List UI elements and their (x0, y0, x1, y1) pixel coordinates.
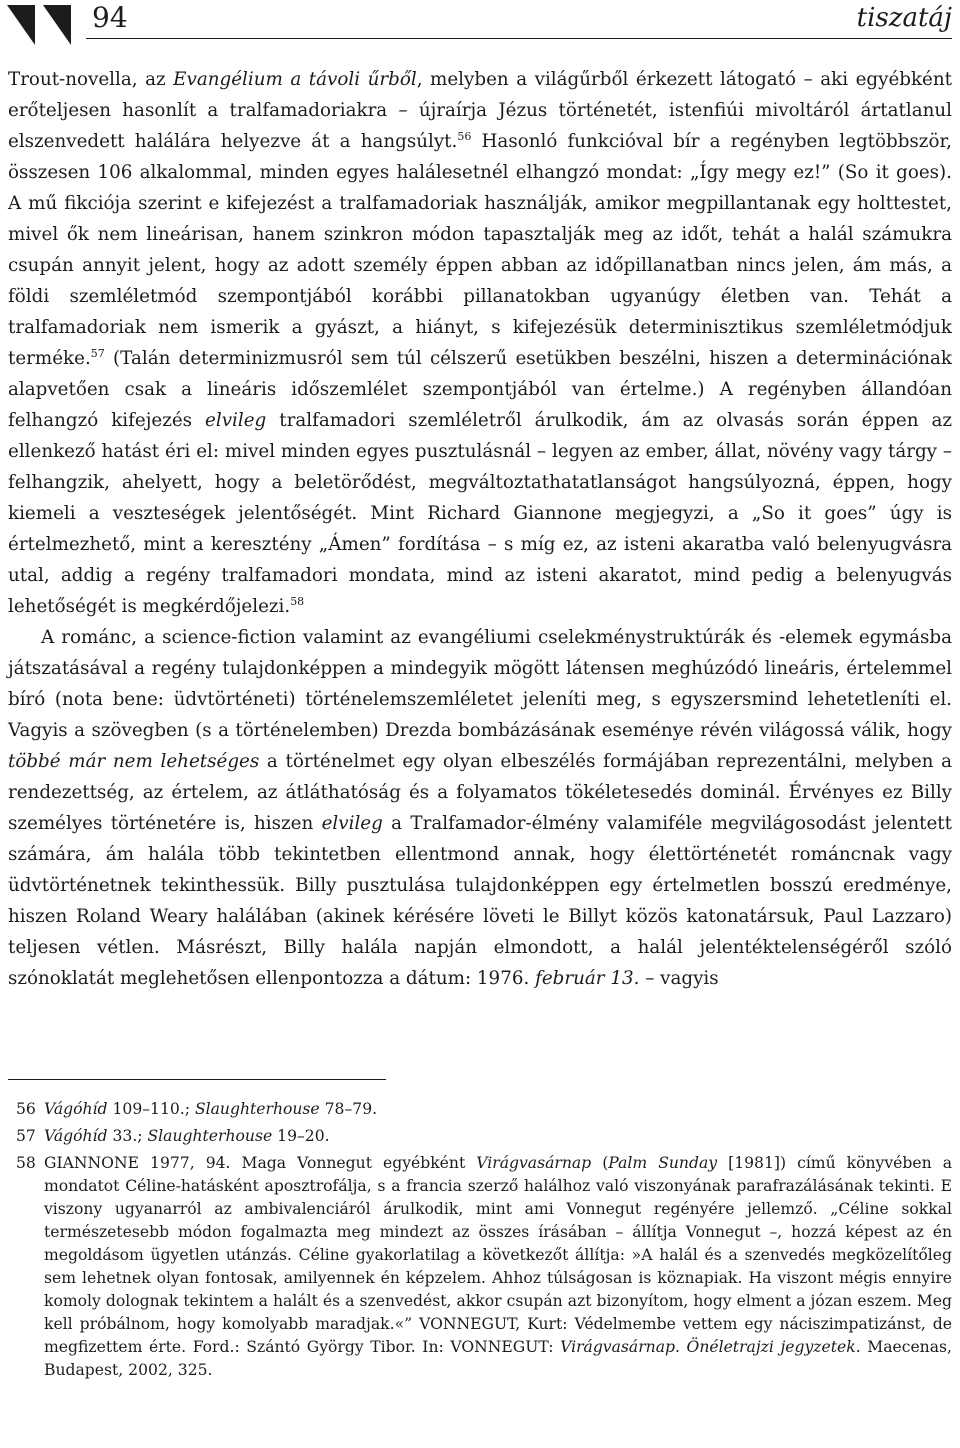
italic-text: Virágvasárnap (476, 1154, 592, 1172)
text-run: tralfamadori szemléletről árulkodik, ám az olvasás során éppen az ellenkező hatást éri el: mivel minden egyes pusztulásnál – legyen az ember, állat, növény vagy tárgy – felhangzik, ahelyett, hogy a beletörődést, megváltoztathatatlanságot hangsúlyozná, éppen, hogy kiemeli a veszteségek jelentőségét. Mint Richard Giannone megjegyzi, a „So it goes” úgy is értelmezhető, mint a keresztény „Ámen” fordítása – s míg ez, az isteni akaratba való belenyugvásra utal, addig a regény tralfamadori mondata, mind az isteni akaratot, mind pedig a belenyugvás lehetőségét is megkérdőjelezi. (8, 410, 953, 617)
page-header (0, 0, 960, 52)
text-run: 78–79. (319, 1100, 378, 1118)
italic-text: február 13. (535, 968, 640, 989)
running-head: tiszatáj (856, 3, 952, 33)
footnote (8, 1152, 952, 1382)
text-run: , melyben a világűrből érkezett látogató – aki egyébként erőteljesen hasonlít a tralfamadoriakra – újraírja Jézus történetét, istenfiúi mivoltáról ártatlanul elszenvedett halálára helyezve át a hangsúlyt. (8, 69, 952, 152)
italic-text: Virágvasárnap. Önéletrajzi jegyzetek (560, 1338, 856, 1356)
paragraph (8, 622, 952, 994)
footnote-separator (8, 1079, 386, 1080)
text-run: 109–110.; (107, 1100, 195, 1118)
footnote-number: 57 (16, 1127, 36, 1145)
italic-text: elvileg (321, 813, 383, 834)
text-run: . Maecenas, Budapest, 2002, 325. (44, 1338, 952, 1379)
text-run: a Tralfamador-élmény valamiféle megvilágosodást jelentett számára, ám halála több tekintetben ellentmond annak, hogy élettörténetét románcnak vagy üdvtörténetnek tekinthessük. Billy pusztulása tulajdonképpen egy értelmetlen bosszú eredménye, hiszen Roland Weary halálában (akinek kérésére löveti le Billyt közös katonatársuk, Paul Lazzaro) teljesen vétlen. Másrészt, Billy halála napján elmondott, a halál jelentéktelenségéről szóló szónoklatát meglehetősen ellenpontozza a dátum: 1976. (8, 813, 952, 989)
footnote (8, 1098, 952, 1121)
page-number: 94 (92, 1, 128, 34)
footnotes (8, 1098, 952, 1382)
italic-text: Evangélium a távoli űrből (173, 69, 417, 90)
text-run: (Talán determinizmusról sem túl célszerű esetükben beszélni, hiszen a determinációnak alapvetően csak a lineáris időszemlélet szempontjából van értelme.) A regényben állandóan felhangzó kifejezés (8, 348, 952, 431)
footnote-reference: 57 (90, 347, 105, 360)
header-rule (86, 38, 952, 39)
text-run: A románc, a science-fiction valamint az evangéliumi cselekménystruktúrák és -elemek egymásba játszatásával a regény tulajdonképpen a mindegyik mögött látensen meghúzódó lineáris, értelemmel bíró (nota bene: üdvtörténeti) történelemszemléletet jeleníti meg, s egyszersmind lehetetleníti el. Vagyis a szövegben (s a történelemben) Drezda bombázásának eseménye révén világossá válik, hogy (8, 627, 952, 741)
text-run: 33.; (107, 1127, 148, 1145)
italic-text: Palm Sunday (608, 1154, 718, 1172)
italic-text: többé már nem lehetséges (8, 751, 260, 772)
footnote-number: 58 (16, 1154, 36, 1172)
footnote-text (44, 1127, 330, 1145)
italic-text: Vágóhíd (44, 1100, 108, 1118)
text-run: Hasonló funkcióval bír a regényben legtöbbször, összesen 106 alkalommal, minden egyes halálesetnél elhangzó mondat: „Így megy ez!” (So it goes). A mű fikciója szerint e kifejezést a tralfamadoriak használják, amikor megpillantanak egy holttestet, mivel ők nem lineárisan, hanem szinkron módon tapasztalják meg az időt, tehát a halál számukra csupán annyit jelent, hogy az adott személy éppen abban az időpillanatban nincs jelen, ám más, a földi szemléletmód szempontjából korábbi pillanatokban ugyanúgy életben van. Tehát a tralfamadoriak nem ismerik a gyászt, a hiányt, s kifejezésük determinisztikus szemléletmódjuk terméke. (8, 131, 952, 369)
italic-text: Slaughterhouse (147, 1127, 273, 1145)
footnote-reference: 58 (290, 595, 305, 608)
italic-text: elvileg (205, 410, 267, 431)
text-run: 19–20. (272, 1127, 330, 1145)
footnote (8, 1125, 952, 1148)
text-run: – vagyis (639, 968, 719, 989)
text-run: ( (591, 1154, 609, 1172)
footnote-reference: 56 (457, 130, 472, 143)
body-text (8, 64, 952, 994)
footnote-number: 56 (16, 1100, 36, 1118)
footnote-text (44, 1100, 377, 1118)
text-run: a történelmet egy olyan elbeszélés formájában reprezentálni, melyben a rendezettség, az értelem, az átláthatóság és a folyamatos tökéletesedés dominál. Érvényes ez Billy személyes történetére is, hiszen (8, 751, 952, 834)
paragraph (8, 64, 952, 622)
text-run: [1981]) című könyvében a mondatot Céline-hatásként aposztrofálja, s a francia szerző halálhoz való viszonyának parafrazálásának tekinti. E viszony ugyanarról az ambivalenciáról árulkodik, mint ami Vonnegut regényére jellemző. „Céline sokkal természetesebb módon fogalmazta meg mindezt az összes írásában – állítja Vonnegut –, hozzá képest az én megoldásom ügyetlen utánzás. Céline gyakorlatilag a következőt állítja: »A halál és a szenvedés megközelítőleg sem lehetnek olyan fontosak, amilyennek én képzelem. Ahhoz túlságosan is köznapiak. Ha viszont mégis ennyire komoly dolognak tekintem a halált és a szenvedést, akkor csupán azt bizonyítom, hogy elment a józan eszem. Meg kell próbálnom, hogy komolyabb maradjak.«” VONNEGUT, Kurt: Védelmembe vettem egy náciszimpatizánst, de megfizettem érte. Ford.: Szántó György Tibor. In: VONNEGUT: (44, 1154, 952, 1356)
text-run: GIANNONE 1977, 94. Maga Vonnegut egyébként (44, 1154, 477, 1172)
italic-text: Vágóhíd (44, 1127, 108, 1145)
italic-text: Slaughterhouse (194, 1100, 320, 1118)
double-triangle-mark-icon (7, 5, 79, 45)
text-run: Trout-novella, az (8, 69, 174, 90)
footnote-text (44, 1154, 952, 1379)
